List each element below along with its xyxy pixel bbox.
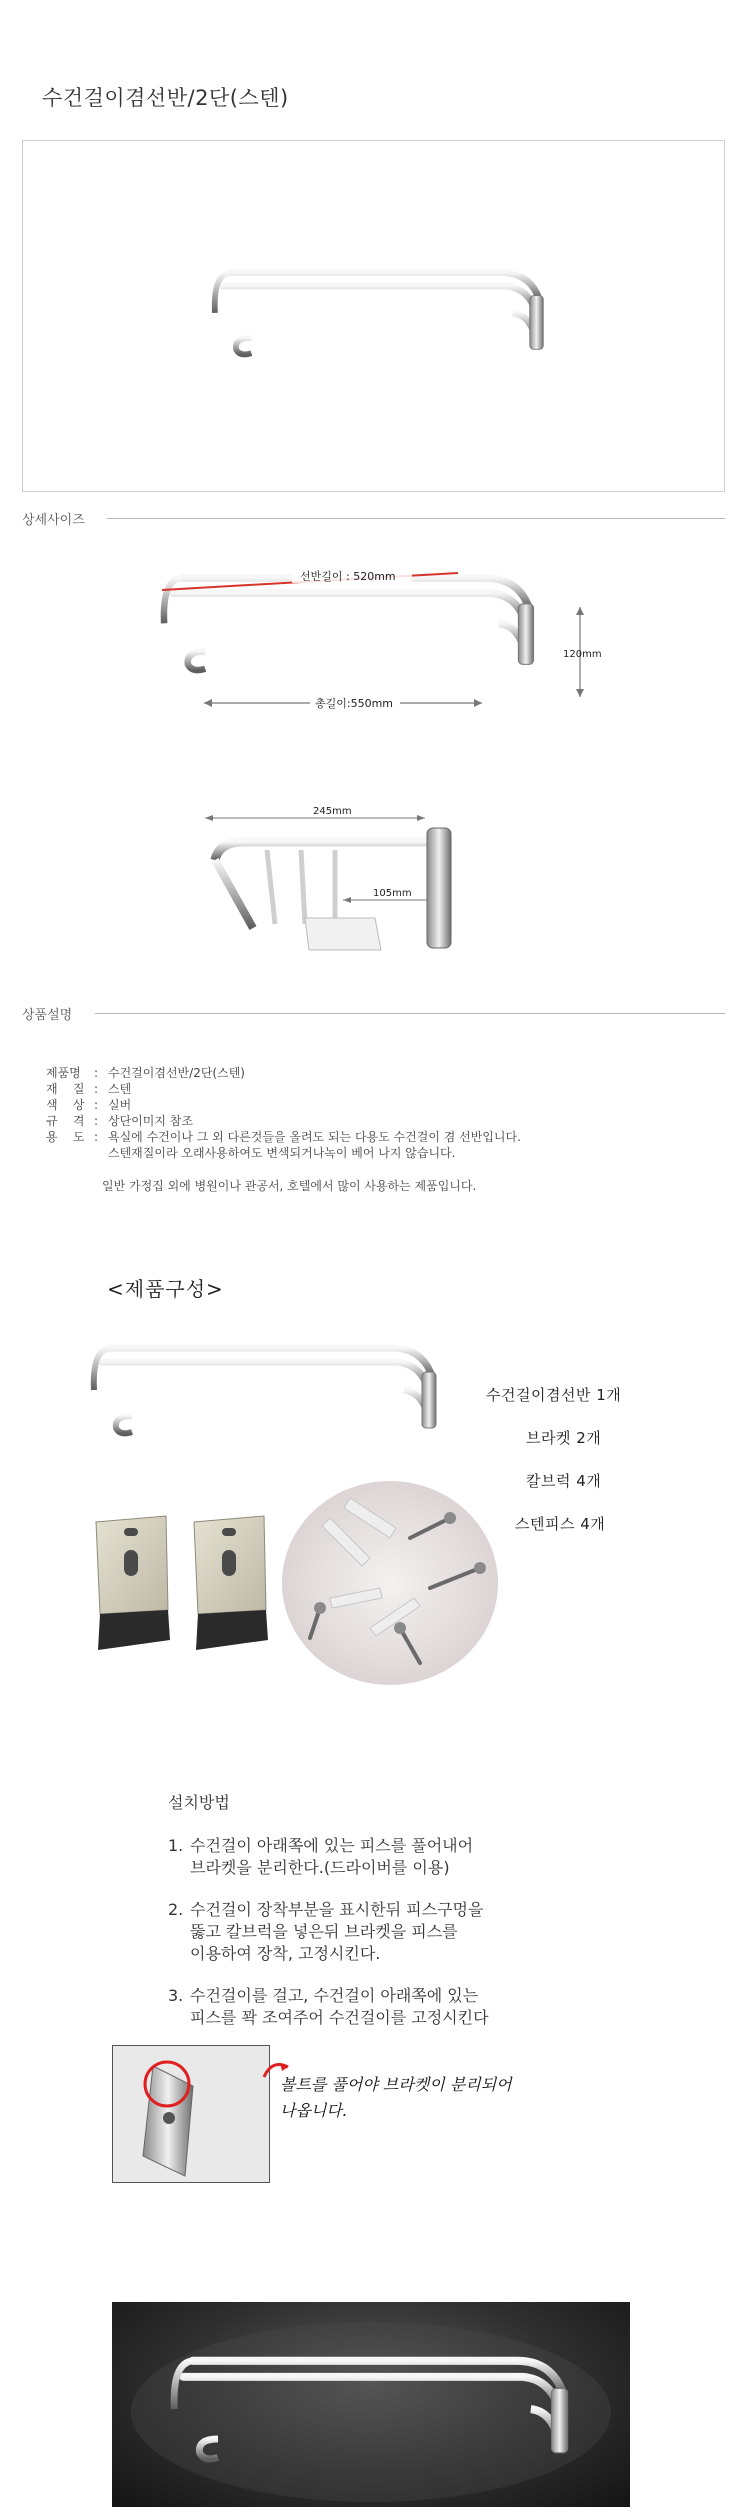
depth-label: 245mm xyxy=(313,806,352,817)
spec-note: 일반 가정집 외에 병원이나 관공서, 호텔에서 많이 사용하는 제품입니다. xyxy=(102,1179,477,1193)
shelf-length-label: 선반길이 : 520mm xyxy=(300,570,396,583)
towel-shelf-image xyxy=(90,1330,440,1445)
spec-row: 색 상 : 실버 xyxy=(46,1098,132,1112)
spec-row: 규 격 : 상단이미지 참조 xyxy=(46,1114,193,1128)
section-label-description: 상품설명 xyxy=(22,1008,73,1023)
install-steps xyxy=(168,1835,638,2049)
install-title: 설치방법 xyxy=(168,1793,230,1812)
bracket-image xyxy=(88,1510,278,1660)
section-divider xyxy=(107,518,725,519)
spec-row: 재 질 : 스텐 xyxy=(46,1082,132,1096)
closeup-image xyxy=(112,2045,270,2183)
towel-shelf-image xyxy=(23,141,726,493)
composition-item: 브라켓 2개 xyxy=(526,1429,602,1447)
product-title: 수건걸이겸선반/2단(스텐) xyxy=(42,86,289,110)
install-step: 2. 수건걸이 장착부분을 표시한뒤 피스구멍을 뚫고 칼브럭을 넣은뒤 브라켓을 피스를 이용하여 장착, 고정시킨다. xyxy=(168,1900,484,1963)
composition-title: <제품구성> xyxy=(107,1277,224,1301)
composition-item: 칼브럭 4개 xyxy=(526,1472,602,1490)
dimension-front-image xyxy=(140,555,620,725)
dimension-side-image xyxy=(195,800,475,970)
install-step: 1. 수건걸이 아래쪽에 있는 피스를 풀어내어 브라켓을 분리한다.(드라이버를 이용) xyxy=(168,1836,474,1877)
spec-continuation: 스텐재질이라 오래사용하여도 변색되거나녹이 베어 나지 않습니다. xyxy=(108,1146,456,1160)
spec-row: 제품명 : 수건걸이겸선반/2단(스텐) xyxy=(46,1066,245,1080)
spec-list xyxy=(46,1065,706,1194)
total-length-label: 총길이:550mm xyxy=(315,697,394,710)
anchor-screw-image xyxy=(280,1478,500,1688)
section-divider xyxy=(95,1013,725,1014)
spec-row: 용 도 : 욕실에 수건이나 그 외 다른것들을 올려도 되는 다용도 수건걸이 겸 선반입니다. xyxy=(46,1130,521,1144)
product-photo-dark xyxy=(112,2302,630,2507)
composition-item: 스텐피스 4개 xyxy=(515,1515,606,1533)
inner-depth-label: 105mm xyxy=(373,888,412,899)
composition-item: 수건걸이겸선반 1개 xyxy=(486,1386,622,1404)
hero-image-frame xyxy=(22,140,725,492)
install-step: 3. 수건걸이를 걸고, 수건걸이 아래쪽에 있는 피스를 꽉 조여주어 수건걸이를 고정시킨다 xyxy=(168,1986,489,2027)
section-label-size: 상세사이즈 xyxy=(22,513,85,528)
height-label: 120mm xyxy=(563,649,602,660)
hand-note: 볼트를 풀어야 브라켓이 분리되어 나옵니다. xyxy=(280,2075,512,2120)
